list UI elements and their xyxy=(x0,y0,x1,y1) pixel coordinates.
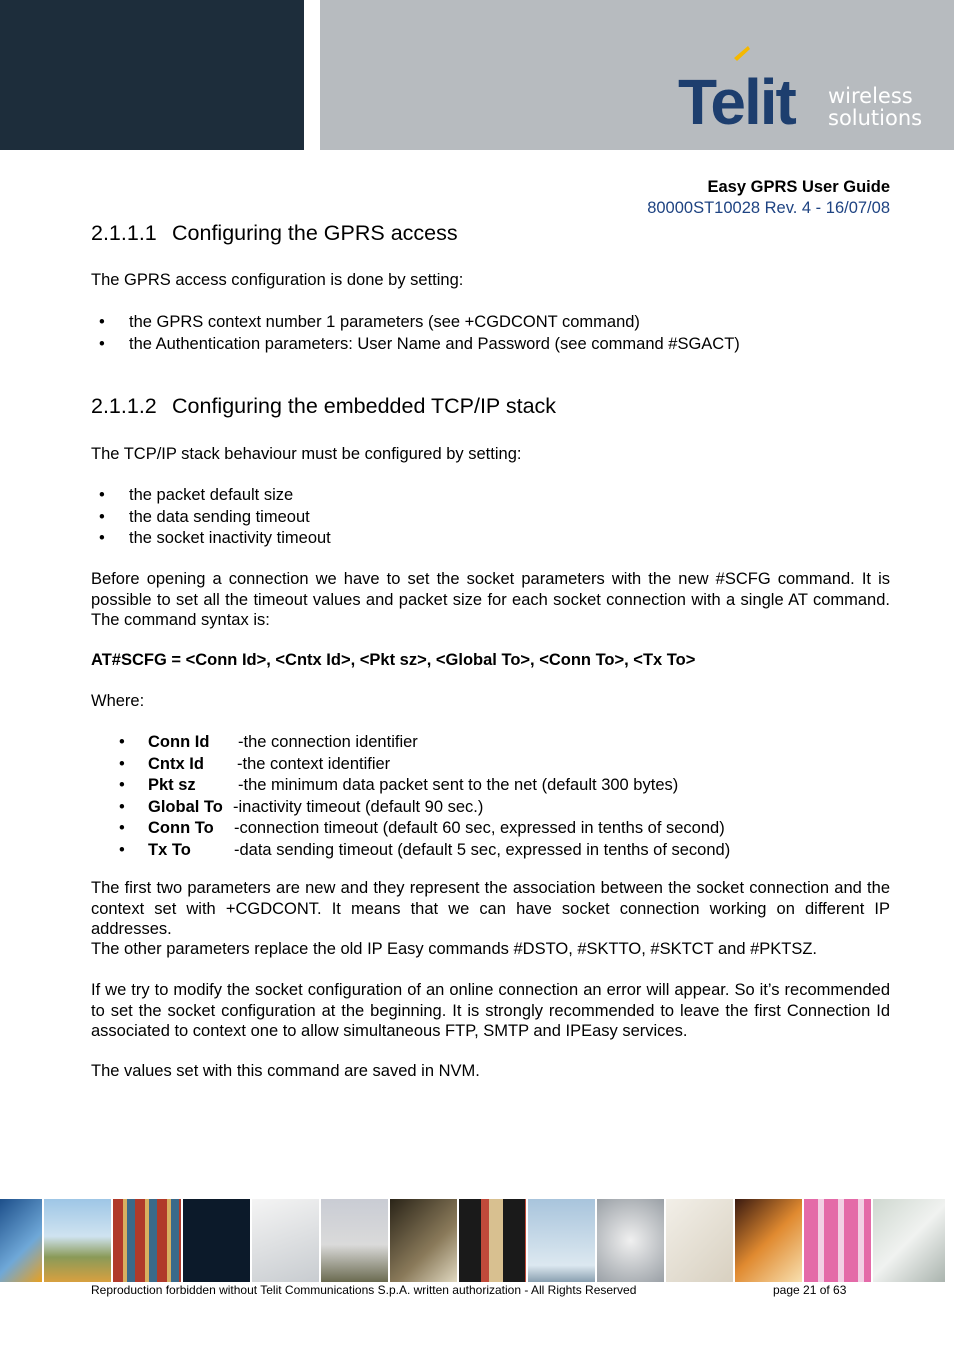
param-name: Tx To xyxy=(148,840,191,859)
list-item: • the packet default size xyxy=(91,485,331,507)
photo-wind-turbines xyxy=(528,1199,595,1282)
param-desc: -the minimum data packet sent to the net (default 300 bytes) xyxy=(238,776,679,795)
list-item xyxy=(91,797,730,819)
photo-meter xyxy=(597,1199,664,1282)
list-item xyxy=(91,732,730,754)
photo-containers xyxy=(113,1199,181,1282)
param-desc: -data sending timeout (default 5 sec, expressed in tenths of second) xyxy=(234,840,731,859)
doc-title: Easy GPRS User Guide xyxy=(707,178,890,196)
parameter-list xyxy=(91,732,730,862)
section-number: 2.1.1.1 xyxy=(91,221,157,245)
section-number: 2.1.1.2 xyxy=(91,394,157,418)
header-dark-panel xyxy=(0,0,304,150)
doc-revision: 80000ST10028 Rev. 4 - 16/07/08 xyxy=(647,199,890,217)
paragraph: If we try to modify the socket configuration of an online connection an error will appear. So it’s recommended to set the socket configuration at the beginning. It is strongly recommended to leave the first Connection Id associated to context one to allow simultaneous FTP, SMTP and IPEasy services. xyxy=(91,981,890,1040)
paragraph: The other parameters replace the old IP Easy commands #DSTO, #SKTTO, #SKTCT and #PKTSZ. xyxy=(91,940,818,958)
paragraph: The GPRS access configuration is done by setting: xyxy=(91,271,464,289)
param-desc: -the context identifier xyxy=(237,754,391,773)
section-title: Configuring the GPRS access xyxy=(172,221,458,245)
param-name: Cntx Id xyxy=(148,754,204,773)
param-desc: -connection timeout (default 60 sec, expressed in tenths of second) xyxy=(234,819,725,838)
photo-cyclist xyxy=(321,1199,388,1282)
paragraph: The TCP/IP stack behaviour must be configured by setting: xyxy=(91,445,522,463)
logo-word: Telit xyxy=(678,66,795,134)
logo-tag-wireless: wireless xyxy=(828,84,913,108)
list-item xyxy=(91,818,730,840)
param-desc: -the connection identifier xyxy=(238,733,418,751)
list-item: • the socket inactivity timeout xyxy=(91,528,331,550)
param-name: Global To xyxy=(148,797,223,816)
param-desc: -inactivity timeout (default 90 sec.) xyxy=(233,797,484,816)
paragraph: Where: xyxy=(91,692,145,710)
footer-photo-strip xyxy=(0,1199,954,1282)
list-item xyxy=(91,775,730,797)
photo-departure-board xyxy=(183,1199,250,1282)
list-item xyxy=(91,840,730,862)
bullet-list xyxy=(91,312,740,355)
param-name: Conn Id xyxy=(148,733,210,751)
photo-laser xyxy=(666,1199,733,1282)
bullet-list xyxy=(91,485,331,550)
param-name: Pkt sz xyxy=(148,776,196,795)
section-heading-gprs-access xyxy=(91,220,458,246)
list-item: • the data sending timeout xyxy=(91,507,331,529)
photo-traffic xyxy=(0,1199,42,1282)
list-item: • the GPRS context number 1 parameters (see +CGDCONT command) xyxy=(91,312,740,334)
paragraph: Before opening a connection we have to set the socket parameters with the new #SCFG command. It is possible to set all the timeout values and packet size for each socket connection with a single AT command. The command syntax is: xyxy=(91,570,890,629)
photo-motion xyxy=(735,1199,802,1282)
photo-camera xyxy=(873,1199,945,1282)
paragraph: The values set with this command are saved in NVM. xyxy=(91,1062,480,1080)
list-item xyxy=(91,754,730,776)
photo-card xyxy=(390,1199,457,1282)
photo-vending xyxy=(459,1199,526,1282)
footer-copyright: Reproduction forbidden without Telit Communications S.p.A. written authorization - All Rights Reserved xyxy=(91,1283,637,1297)
photo-shelves xyxy=(804,1199,871,1282)
list-item: • the Authentication parameters: User Name and Password (see command #SGACT) xyxy=(91,334,740,356)
param-name: Conn To xyxy=(148,819,214,838)
command-syntax: AT#SCFG = <Conn Id>, <Cntx Id>, <Pkt sz>, <Global To>, <Conn To>, <Tx To> xyxy=(91,651,696,669)
photo-keyboard xyxy=(252,1199,319,1282)
telit-logo xyxy=(676,44,932,134)
paragraph: The first two parameters are new and they represent the association between the socket connection and the context set with +CGDCONT. It means that we can have socket connection working on different IP addresses. xyxy=(91,879,890,938)
section-title: Configuring the embedded TCP/IP stack xyxy=(172,394,557,418)
logo-tag-solutions: solutions xyxy=(828,106,923,130)
photo-phone-sign xyxy=(44,1199,111,1282)
section-heading-tcpip-stack xyxy=(91,393,556,419)
footer-page-number: page 21 of 63 xyxy=(773,1283,847,1297)
